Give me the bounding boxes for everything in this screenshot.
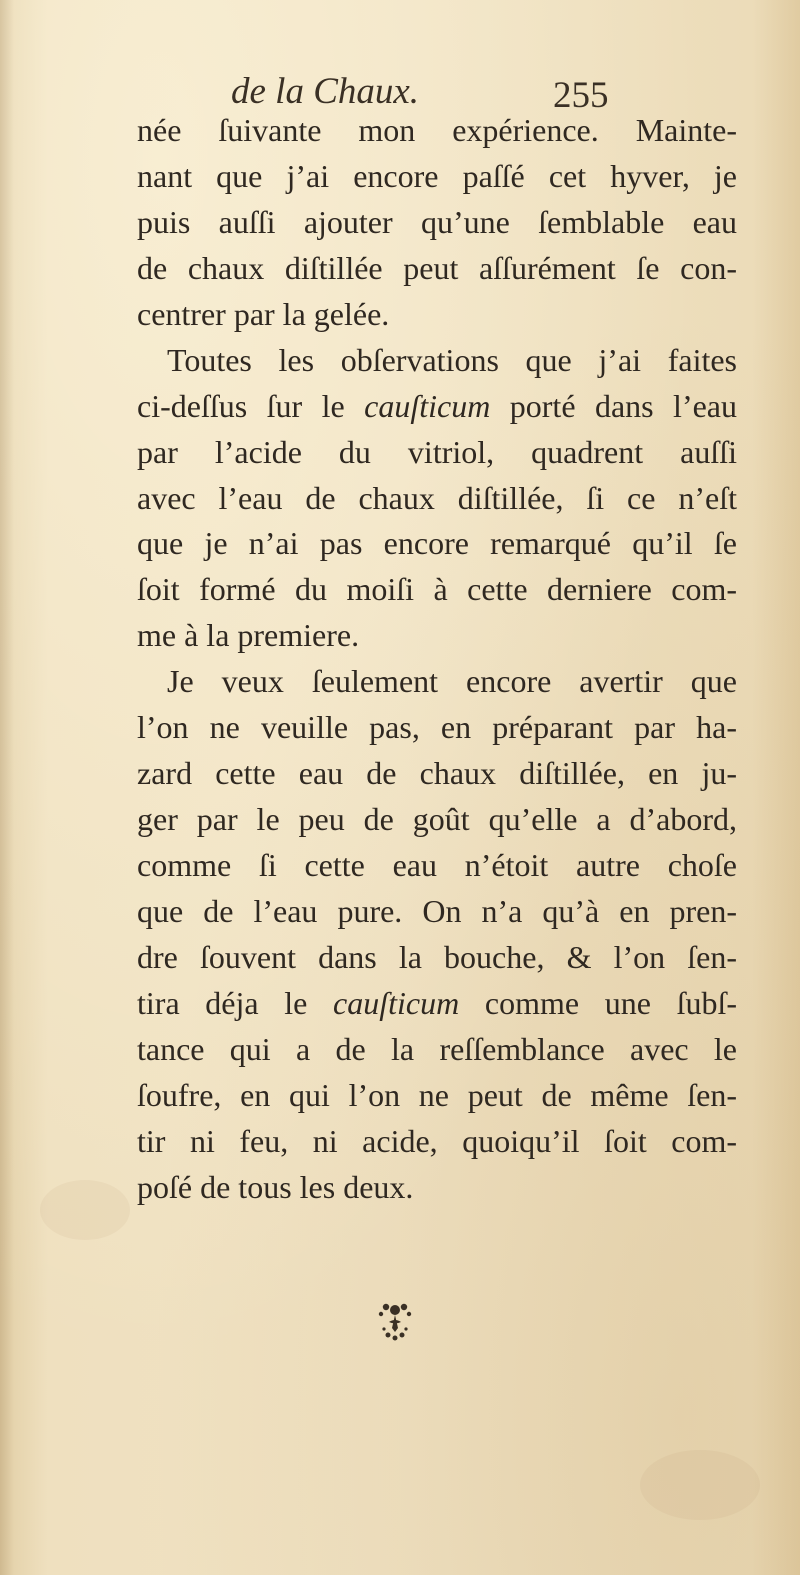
text-fragment: comme une ſubſ- — [484, 984, 737, 1021]
body-text — [137, 108, 737, 1211]
spine-shadow — [0, 0, 14, 1575]
floral-ornament-icon — [370, 1298, 420, 1343]
text-line: que de l’eau pure. On n’a qu’à en pren- — [137, 892, 737, 929]
text-line: puis auſſi ajouter qu’une ſemblable eau — [137, 203, 737, 240]
text-line: que je n’ai pas encore remarqué qu’il ſe — [137, 525, 737, 562]
text-line: ger par le peu de goût qu’elle a d’abord, — [137, 801, 737, 838]
text-fragment: tira déja le — [137, 984, 308, 1021]
text-line: l’on ne veuille pas, en préparant par ha- — [137, 709, 737, 746]
text-line: comme ſi cette eau n’étoit autre choſe — [137, 847, 737, 883]
text-line: ſoit formé du moiſi à cette derniere com- — [137, 571, 737, 608]
text-line: de chaux diſtillée peut aſſurément ſe con- — [137, 249, 737, 286]
paper-stain — [640, 1450, 760, 1520]
text-line: tir ni feu, ni acide, quoiqu’il ſoit com- — [137, 1122, 737, 1159]
text-fragment: ci-deſſus ſur le — [137, 387, 345, 424]
text-line — [137, 981, 737, 1027]
running-head: de la Chaux. — [231, 71, 420, 112]
text-line: par l’acide du vitriol, quadrent auſſi — [137, 433, 737, 470]
text-line: tance qui a de la reſſemblance avec le — [137, 1030, 737, 1067]
text-line — [137, 384, 737, 430]
text-line: dre ſouvent dans la bouche, & l’on ſen- — [137, 938, 737, 975]
text-line: ſoufre, en qui l’on ne peut de même ſen- — [137, 1076, 737, 1113]
text-line: poſé de tous les deux. — [137, 1168, 414, 1205]
italic-term: cauſticum — [364, 387, 491, 424]
text-line: me à la premiere. — [137, 617, 360, 654]
text-line: Je veux ſeulement encore avertir que — [167, 663, 737, 700]
page-number: 255 — [553, 75, 609, 116]
italic-term: cauſticum — [333, 984, 460, 1021]
text-line: Toutes les obſervations que j’ai faites — [167, 341, 737, 378]
text-line: zard cette eau de chaux diſtillée, en ju- — [137, 755, 737, 792]
text-line: nant que j’ai encore paſſé cet hyver, je — [137, 157, 737, 194]
text-line: centrer par la gelée. — [137, 295, 390, 332]
text-line: née ſuivante mon expérience. Mainte- — [137, 112, 737, 148]
text-line: avec l’eau de chaux diſtillée, ſi ce n’eſt — [137, 479, 737, 516]
paper-stain — [40, 1180, 130, 1240]
text-fragment: porté dans l’eau — [509, 387, 737, 424]
